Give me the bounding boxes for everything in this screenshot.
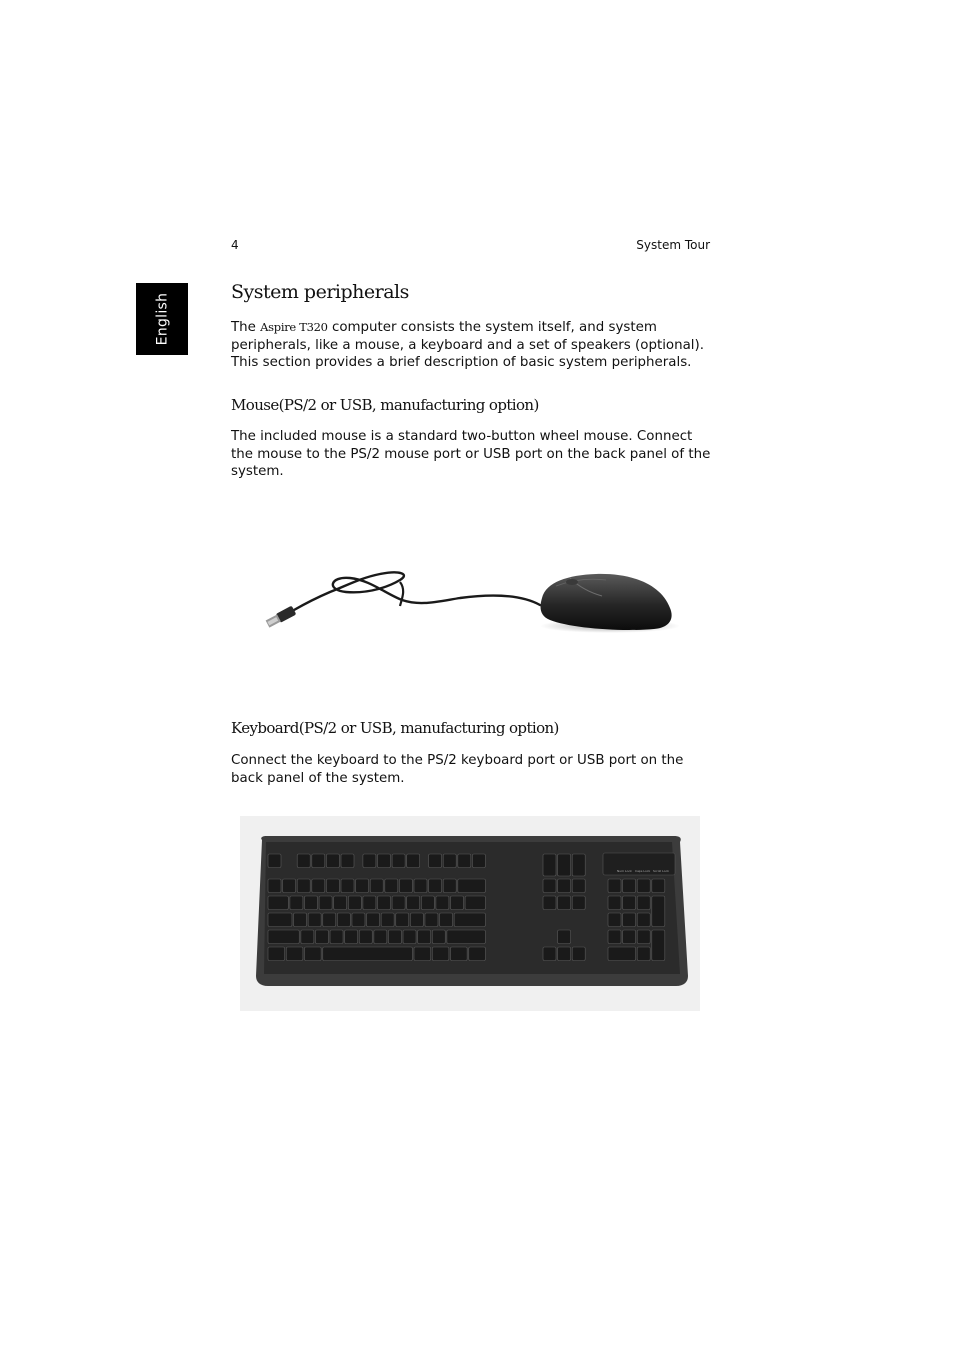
keyboard-key (572, 896, 585, 910)
keyboard-key (465, 896, 485, 910)
keyboard-key (312, 879, 325, 893)
usb-plug (265, 606, 296, 629)
keyboard-key (543, 854, 556, 876)
keyboard-key (363, 896, 376, 910)
mouse-body (541, 574, 672, 630)
page-number: 4 (231, 238, 239, 252)
keyboard-key (334, 896, 347, 910)
keyboard-key (294, 913, 307, 927)
running-header: System Tour (636, 238, 710, 252)
keyboard-key (558, 947, 571, 961)
keyboard-key (305, 896, 318, 910)
keyboard-key (388, 930, 401, 944)
intro-suffix: computer consists the system itself, and system peripherals, like a mouse, a keyboard and a set of speakers (optional). This section provides a brief description of basic system peripherals. (231, 320, 705, 371)
keyboard-key (451, 947, 468, 961)
keyboard-key (608, 879, 621, 893)
keyboard-key (268, 947, 285, 961)
keyboard-key (363, 854, 376, 868)
keyboard-key (301, 930, 314, 944)
keyboard-key (268, 879, 281, 893)
keyboard-key (403, 930, 416, 944)
keyboard-key (429, 854, 442, 868)
keyboard-key (543, 879, 556, 893)
keyboard-key (469, 947, 486, 961)
keyboard-key (359, 930, 372, 944)
keyboard-key (308, 913, 321, 927)
keyboard-key (312, 854, 325, 868)
keyboard-key (472, 854, 485, 868)
keyboard-key (652, 896, 665, 927)
keyboard-key (458, 854, 471, 868)
keyboard-key (608, 896, 621, 910)
keyboard-key (315, 930, 328, 944)
mouse-subtitle: Mouse(PS/2 or USB, manufacturing option) (231, 396, 539, 414)
keyboard-key (392, 854, 405, 868)
keyboard-image (240, 816, 700, 1011)
keyboard-key (370, 879, 383, 893)
keyboard-key (268, 913, 292, 927)
mouse-image (250, 520, 700, 680)
keyboard-key (454, 913, 485, 927)
language-tab (136, 283, 188, 355)
keyboard-key (367, 913, 380, 927)
keyboard-key (345, 930, 358, 944)
keyboard-key (352, 913, 365, 927)
keyboard-key (268, 930, 299, 944)
keyboard-key (326, 854, 339, 868)
keyboard-key (319, 896, 332, 910)
keyboard-key (326, 879, 339, 893)
keyboard-key (572, 854, 585, 876)
keyboard-key (451, 896, 464, 910)
language-tab-label: English (154, 292, 170, 346)
keyboard-key (447, 930, 486, 944)
keyboard-key (558, 854, 571, 876)
keyboard-key (425, 913, 438, 927)
keyboard-key (623, 930, 636, 944)
keyboard-key (407, 854, 420, 868)
keyboard-key (637, 879, 650, 893)
keyboard-key (637, 913, 650, 927)
keyboard-subtitle: Keyboard(PS/2 or USB, manufacturing option) (231, 719, 559, 737)
keyboard-key (608, 947, 636, 961)
mouse-cable (294, 572, 540, 610)
keyboard-paragraph: Connect the keyboard to the PS/2 keyboard port or USB port on the back panel of the system. (231, 753, 684, 786)
keyboard-key (330, 930, 343, 944)
keyboard-key (407, 896, 420, 910)
keyboard-key (429, 879, 442, 893)
keyboard-key (558, 879, 571, 893)
keyboard-key (323, 913, 336, 927)
keyboard-key (443, 854, 456, 868)
keyboard-key (458, 879, 486, 893)
mouse-wheel (566, 579, 578, 585)
caps-lock-label: Caps Lock (635, 869, 651, 873)
keyboard-key (341, 879, 354, 893)
keyboard-key (421, 896, 434, 910)
keyboard-key (297, 854, 310, 868)
keyboard-key (268, 854, 281, 868)
keyboard-key (572, 947, 585, 961)
keyboard-key (290, 896, 303, 910)
keyboard-key (652, 879, 665, 893)
keyboard-key (543, 896, 556, 910)
scroll-lock-label: Scroll Lock (653, 869, 670, 873)
keyboard-key (608, 930, 621, 944)
keyboard-key (440, 913, 453, 927)
keyboard-key (392, 896, 405, 910)
keyboard-key (374, 930, 387, 944)
intro-prefix: The (231, 320, 261, 335)
section-title: System peripherals (231, 281, 409, 303)
keyboard-key (623, 896, 636, 910)
keyboard-key (432, 947, 449, 961)
keyboard-key (356, 879, 369, 893)
keyboard-key (558, 896, 571, 910)
product-name: Aspire T320 (260, 320, 328, 334)
keyboard-key (543, 947, 556, 961)
keyboard-key (608, 913, 621, 927)
keyboard-key (385, 879, 398, 893)
intro-paragraph (231, 319, 711, 372)
keyboard-key (396, 913, 409, 927)
keyboard-key (341, 854, 354, 868)
keyboard-key (348, 896, 361, 910)
keyboard-key (436, 896, 449, 910)
keyboard-key (623, 913, 636, 927)
mouse-cable-loop (400, 582, 403, 606)
keyboard-key (410, 913, 423, 927)
keyboard-key (558, 930, 571, 944)
keyboard-key (378, 854, 391, 868)
keyboard-key (286, 947, 303, 961)
keyboard-key (637, 947, 650, 961)
keyboard-key (297, 879, 310, 893)
keyboard-key (443, 879, 456, 893)
keyboard-key (432, 930, 445, 944)
keyboard-key (652, 930, 665, 961)
keyboard-key (337, 913, 350, 927)
keyboard-key (418, 930, 431, 944)
keyboard-key (378, 896, 391, 910)
keyboard-key (623, 879, 636, 893)
keyboard-key (305, 947, 322, 961)
keyboard-key (283, 879, 296, 893)
keyboard-key (572, 879, 585, 893)
keyboard-key (414, 947, 431, 961)
mouse-paragraph: The included mouse is a standard two-button wheel mouse. Connect the mouse to the PS/2 mouse port or USB port on the back panel of the system. (231, 429, 711, 480)
keyboard-key (268, 896, 288, 910)
keyboard-key (637, 930, 650, 944)
keyboard-key (399, 879, 412, 893)
keyboard-key (637, 896, 650, 910)
num-lock-label: Num Lock (617, 869, 632, 873)
keyboard-key (381, 913, 394, 927)
keyboard-key (323, 947, 413, 961)
keyboard-key (414, 879, 427, 893)
